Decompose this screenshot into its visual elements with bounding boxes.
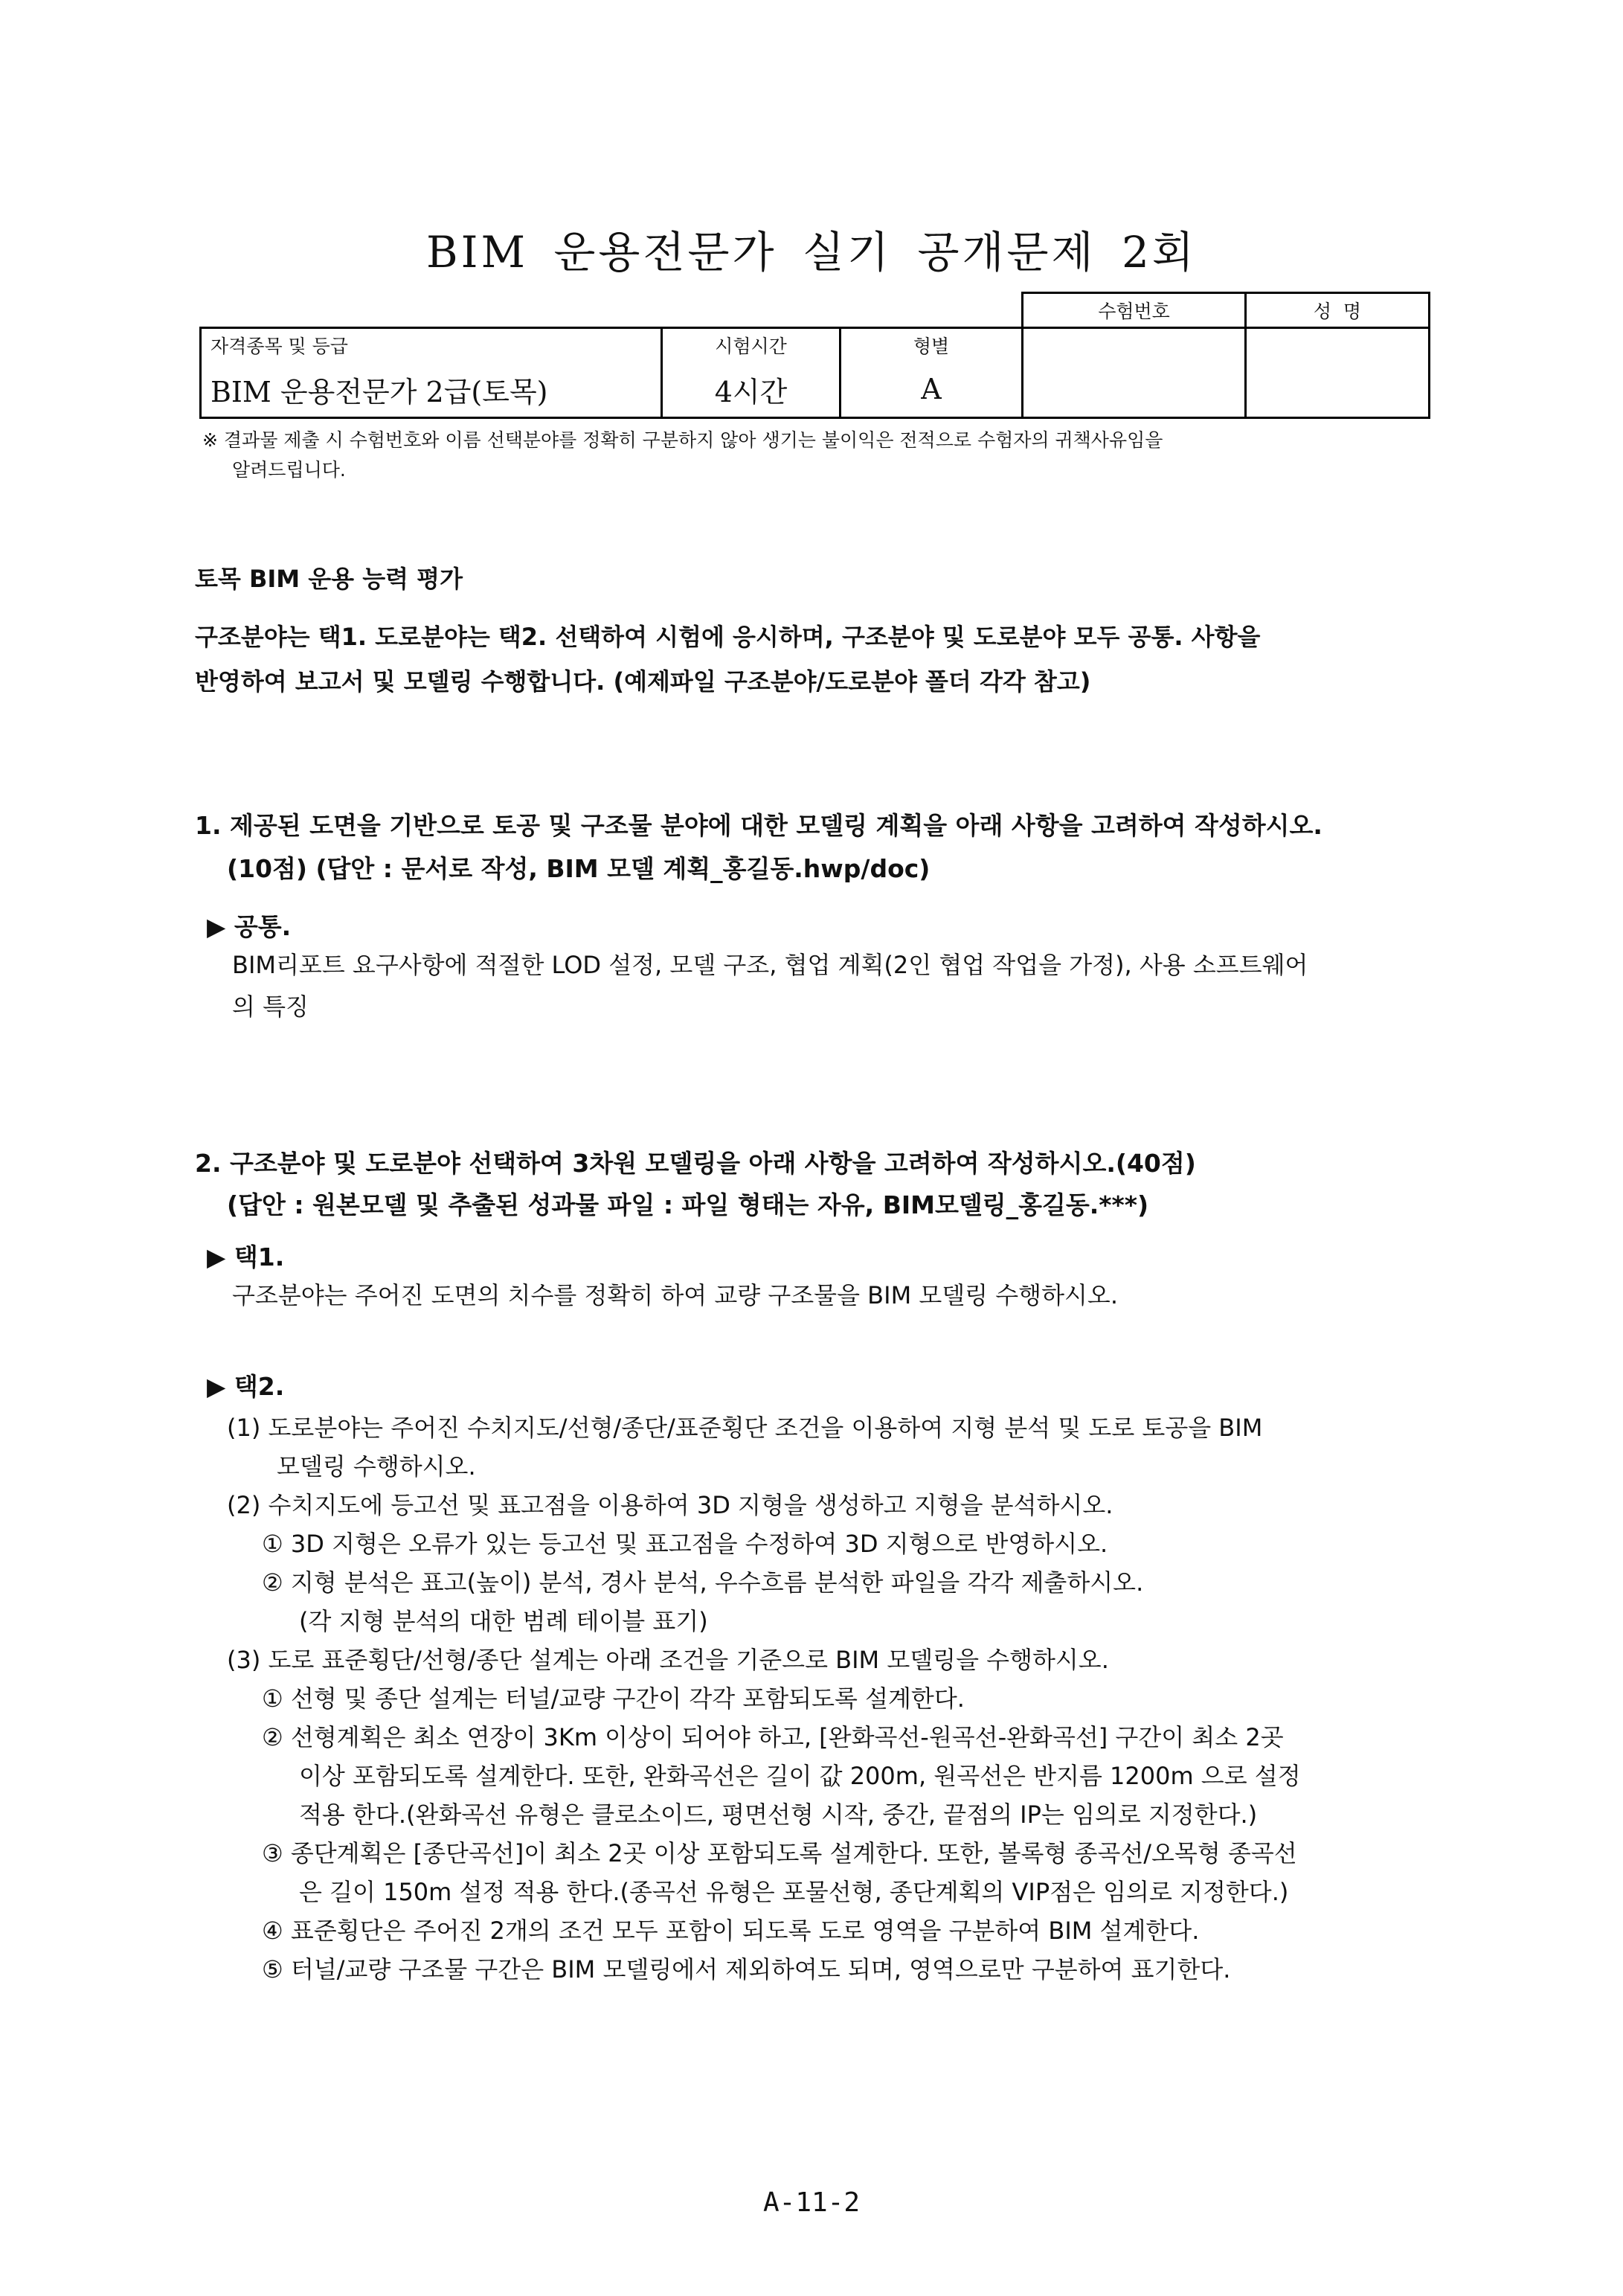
exam-number-field[interactable] [1023, 328, 1246, 418]
q2-item: (각 지형 분석의 대한 범례 테이블 표기) [299, 1607, 708, 1635]
q2-item: ② 선형계획은 최소 연장이 3Km 이상이 되어야 하고, [완화곡선-원곡선-완화곡선] 구간이 최소 2곳 [262, 1723, 1284, 1751]
q1-line-1: 1. 제공된 도면을 기반으로 토공 및 구조물 분야에 대한 모델링 계획을 아래 사항을 고려하여 작성하시오. [195, 811, 1322, 840]
q1-line-2: (10점) (답안 : 문서로 작성, BIM 모델 계획_홍길동.hwp/doc) [227, 854, 931, 883]
notice-line-1: ※ 결과물 제출 시 수험번호와 이름 선택분야를 정확히 구분하지 않아 생기는 불이익은 전적으로 수험자의 귀책사유임을 [202, 429, 1163, 451]
time-label: 시험시간 [662, 328, 841, 362]
page-number: A-11-2 [762, 2187, 861, 2218]
q2-item: (1) 도로분야는 주어진 수치지도/선형/종단/표준횡단 조건을 이용하여 지형 분석 및 도로 토공을 BIM [227, 1414, 1263, 1442]
q2-option-1-label: ▶ 택1. [207, 1242, 285, 1272]
q2-item: (3) 도로 표준횡단/선형/종단 설계는 아래 조건을 기준으로 BIM 모델링을 수행하시오. [227, 1646, 1109, 1674]
notice-line-2: 알려드립니다. [232, 459, 346, 481]
section-title: 토목 BIM 운용 능력 평가 [195, 565, 463, 593]
qualification-label: 자격종목 및 등급 [201, 328, 662, 362]
type-label: 형별 [841, 328, 1023, 362]
q2-item: ④ 표준횡단은 주어진 2개의 조건 모두 포함이 되도록 도로 영역을 구분하여 BIM 설계한다. [262, 1917, 1200, 1945]
q1-common-line-2: 의 특징 [232, 993, 309, 1021]
name-label: 성 명 [1246, 293, 1430, 328]
page-title: BIM 운용전문가 실기 공개문제 2회 [426, 227, 1197, 278]
q2-item: (2) 수치지도에 등고선 및 표고점을 이용하여 3D 지형을 생성하고 지형을 분석하시오. [227, 1491, 1113, 1519]
exam-info-table [199, 292, 1430, 419]
intro-line-1: 구조분야는 택1. 도로분야는 택2. 선택하여 시험에 응시하며, 구조분야 및 도로분야 모두 공통. 사항을 [195, 623, 1261, 651]
q2-item: 적용 한다.(완화곡선 유형은 클로소이드, 평면선형 시작, 중간, 끝점의 IP는 임의로 지정한다.) [299, 1800, 1258, 1829]
q2-item: ② 지형 분석은 표고(높이) 분석, 경사 분석, 우수흐름 분석한 파일을 각각 제출하시오. [262, 1568, 1144, 1597]
exam-number-label: 수험번호 [1023, 293, 1246, 328]
q2-item: ① 선형 및 종단 설계는 터널/교량 구간이 각각 포함되도록 설계한다. [262, 1684, 965, 1713]
type-value: A [841, 362, 1023, 418]
q2-item: 이상 포함되도록 설계한다. 또한, 완화곡선은 길이 값 200m, 원곡선은 반지름 1200m 으로 설정 [299, 1762, 1301, 1790]
q2-line-2: (답안 : 원본모델 및 추출된 성과물 파일 : 파일 형태는 자유, BIM모델링_홍길동.***) [227, 1190, 1149, 1219]
q2-item: ⑤ 터널/교량 구조물 구간은 BIM 모델링에서 제외하여도 되며, 영역으로만 구분하여 표기한다. [262, 1955, 1231, 1984]
q2-option-2-label: ▶ 택2. [207, 1372, 285, 1401]
qualification-value: BIM 운용전문가 2급(토목) [201, 362, 662, 418]
q2-option-1-text: 구조분야는 주어진 도면의 치수를 정확히 하여 교량 구조물을 BIM 모델링 수행하시오. [232, 1281, 1118, 1309]
q1-common-label: ▶ 공통. [207, 912, 292, 941]
q2-line-1: 2. 구조분야 및 도로분야 선택하여 3차원 모델링을 아래 사항을 고려하여 작성하시오.(40점) [195, 1149, 1196, 1178]
q2-item: ① 3D 지형은 오류가 있는 등고선 및 표고점을 수정하여 3D 지형으로 반영하시오. [262, 1530, 1108, 1558]
name-field[interactable] [1246, 328, 1430, 418]
q2-item: ③ 종단계획은 [종단곡선]이 최소 2곳 이상 포함되도록 설계한다. 또한, 볼록형 종곡선/오목형 종곡선 [262, 1839, 1297, 1867]
q2-item: 모델링 수행하시오. [277, 1452, 476, 1481]
q2-item: 은 길이 150m 설정 적용 한다.(종곡선 유형은 포물선형, 종단계획의 VIP점은 임의로 지정한다.) [299, 1878, 1289, 1906]
q1-common-line-1: BIM리포트 요구사항에 적절한 LOD 설정, 모델 구조, 협업 계획(2인 협업 작업을 가정), 사용 소프트웨어 [232, 951, 1308, 979]
time-value: 4시간 [662, 362, 841, 418]
intro-line-2: 반영하여 보고서 및 모델링 수행합니다. (예제파일 구조분야/도로분야 폴더 각각 참고) [195, 667, 1091, 696]
